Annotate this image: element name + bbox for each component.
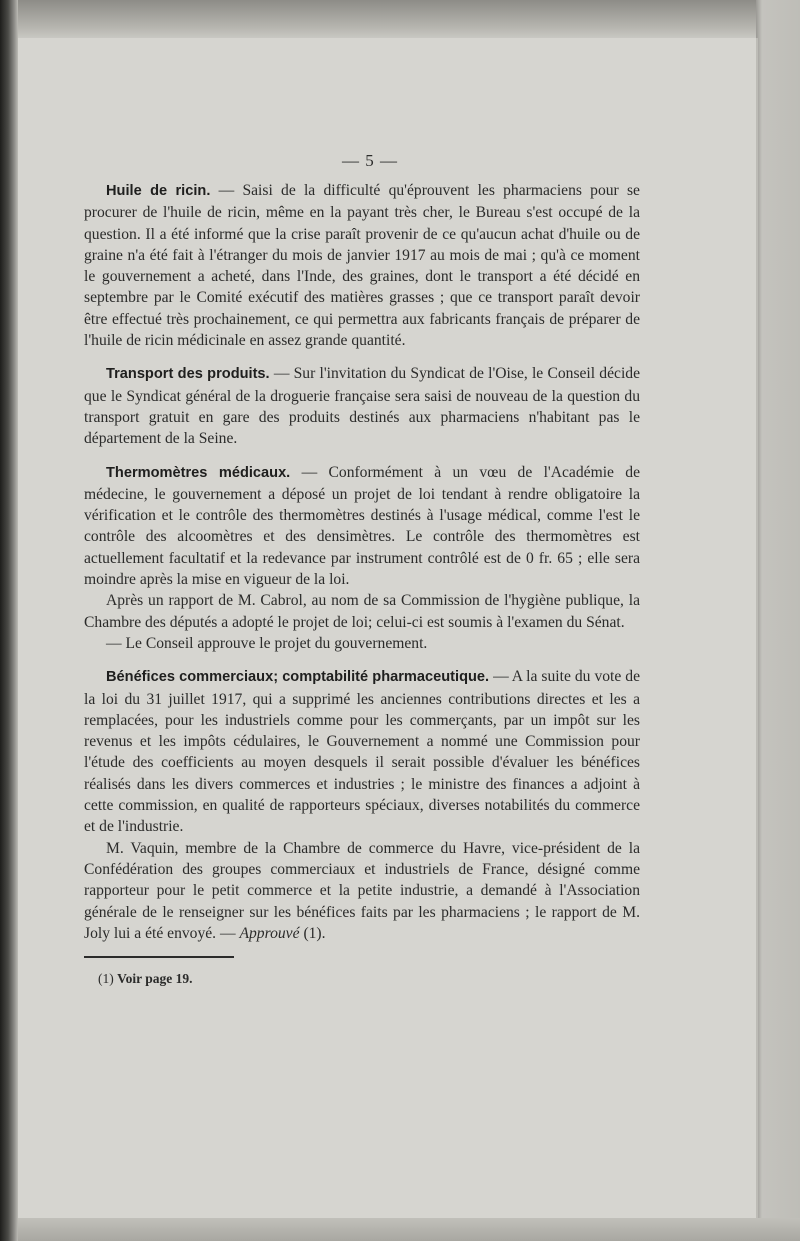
section-text: — A la suite du vote de la loi du 31 juillet 1917, qui a supprimé les anciennes contributions directes et les a remplacées, pour les industriels comme pour les commerçants, par un impôt sur les revenus et les impôts cédulaires, le Gouvernement a nommé une Commission pour l'étude des coefficients au moyen desquels il serait possible d'évaluer les bénéfices réalisés dans les divers commerces et industries ; le ministre des finances a adjoint à cette commission, en qualité de rapporteurs spéciaux, diverses notabilités du commerce et de l'industrie. (84, 668, 641, 836)
binding-edge (0, 0, 18, 1241)
footnote-text: Voir page 19. (117, 970, 193, 986)
bottom-margin-strip (18, 1218, 800, 1241)
top-margin-strip (18, 0, 800, 38)
section-heading: Transport des produits. (106, 366, 270, 383)
paragraph-rapport-cabrol: Après un rapport de M. Cabrol, au nom de sa Commission de l'hygiène publique, la Chambre des députés a adopté le projet de loi; celui-ci est soumis à l'examen du Sénat. (84, 592, 640, 631)
section-transport-des-produits (84, 363, 640, 449)
footnote (98, 968, 640, 989)
section-heading: Bénéfices commerciaux; comptabilité pharmaceutique. (106, 669, 490, 686)
approved-mark: Approuvé (239, 924, 300, 942)
section-text: — Conformément à un vœu de l'Académie de médecine, le gouvernement a déposé un projet de loi tendant à rendre obligatoire la vérification et le contrôle des thermomètres destinés à l'usage médical, comme l'est le contrôle des alcoomètres et des densimètres. Le contrôle des thermomètres est actuellement facultatif et la redevance par instrument contrôlé est de 0 fr. 65 ; elle sera moindre après la mise en vigueur de la loi. (84, 463, 640, 589)
footnote-rule (84, 956, 234, 958)
paragraph-vaquin (84, 838, 640, 944)
section-heading: Huile de ricin. (106, 183, 211, 199)
section-benefices-commerciaux (84, 666, 640, 837)
paragraph-conseil-approuve: — Le Conseil approuve le projet du gouvernement. (106, 634, 428, 652)
section-text: — Sur l'invitation du Syndicat de l'Oise, le Conseil décide que le Syndicat général de la droguerie française sera saisi de nouveau de la question du transport gratuit en gare des produits destinés aux pharmaciens n'habitant pas le département de la Seine. (84, 365, 640, 448)
footnote-reference: (1). (303, 924, 326, 942)
section-text: — Saisi de la difficulté qu'éprouvent les pharmaciens pour se procurer de l'huile de ricin, même en la payant très cher, le Bureau s'est occupé de la question. Il a été informé que la crise paraît provenir de ce qu'aucun achat d'huile ou de graine n'a été fait à l'étranger du mois de janvier 1917 au mois de mai ; qu'à ce moment le gouvernement a acheté, dans l'Inde, des graines, dont le transport a été décidé en septembre par le Comité exécutif des matières grasses ; que ce transport paraît devoir être effectué très prochainement, ce qui permettra aux fabricants français de préparer de l'huile de ricin médicinale en assez grande quantité. (84, 182, 640, 350)
section-huile-de-ricin (84, 180, 640, 351)
footnote-marker: (1) (98, 970, 114, 986)
paragraph-text: M. Vaquin, membre de la Chambre de commerce du Havre, vice-président de la Confédération des groupes commerciaux et industriels de France, désigné comme rapporteur pour le petit commerce et la petite industrie, a demandé à l'Association générale de le renseigner sur les bénéfices faits par les pharmaciens ; le rapport de M. Joly lui a été envoyé. — (84, 839, 640, 942)
section-thermometres-medicaux (84, 462, 640, 591)
page-number: — 5 — (342, 151, 398, 170)
section-heading: Thermomètres médicaux. (106, 464, 291, 481)
right-page-edge (756, 0, 800, 1241)
document-body (84, 180, 640, 989)
